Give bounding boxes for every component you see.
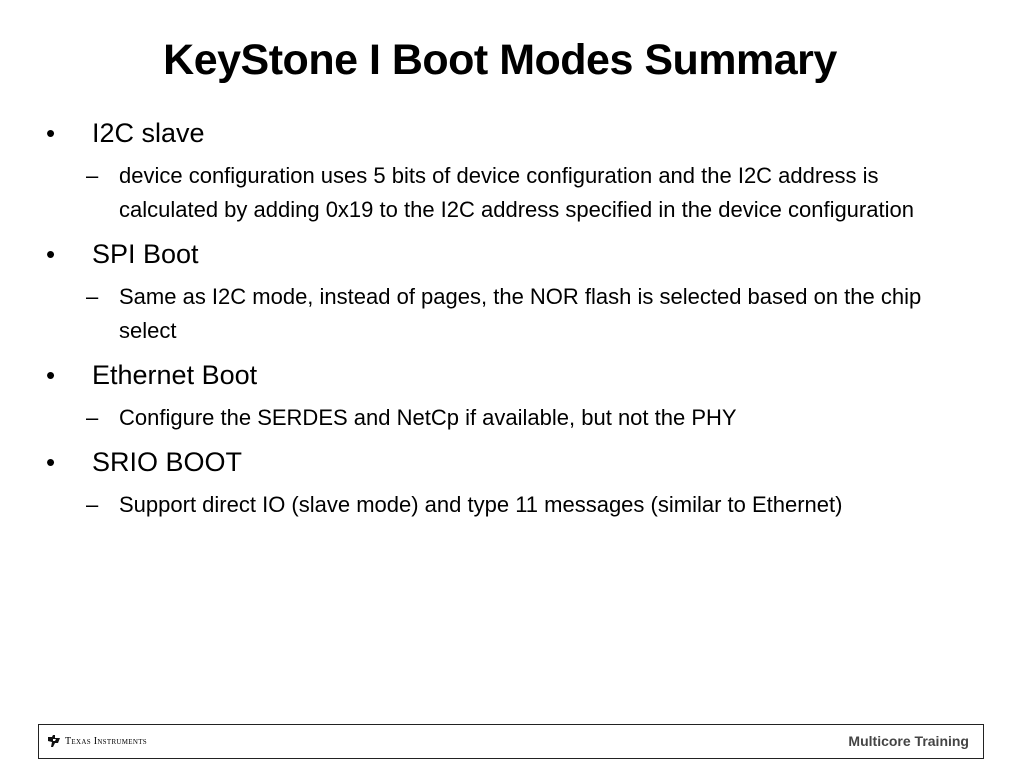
bullet-marker: • [46,447,56,477]
bullet-marker: • [46,118,56,148]
sub-bullet-text: Configure the SERDES and NetCp if available, but not the PHY [119,405,737,430]
footer-course-label: Multicore Training [848,733,969,749]
bullet-text: SRIO BOOT [92,447,243,477]
bullet-item [40,118,990,227]
slide-footer [38,724,984,759]
bullet-marker: • [46,360,56,390]
sub-bullet-marker: – [86,405,99,430]
bullet-list [40,118,990,522]
bullet-item [40,239,990,348]
bullet-item [40,360,990,435]
sub-bullet-text: Same as I2C mode, instead of pages, the NOR flash is selected based on the chip select [119,284,922,343]
slide-title: KeyStone I Boot Modes Summary [163,36,837,84]
bullet-marker: • [46,239,56,269]
sub-bullet-marker: – [86,492,99,517]
sub-bullet-text: device configuration uses 5 bits of device configuration and the I2C address is calculated by adding 0x19 to the I2C address specified in the device configuration [119,163,914,222]
bullet-text: Ethernet Boot [92,360,258,390]
texas-instruments-logo-icon [47,734,61,748]
bullet-text: SPI Boot [92,239,199,269]
sub-bullet-marker: – [86,284,99,309]
bullet-item [40,447,990,522]
texas-instruments-logo [47,734,147,748]
texas-instruments-logo-text: Texas Instruments [65,735,147,747]
bullet-text: I2C slave [92,118,205,148]
sub-bullet-text: Support direct IO (slave mode) and type 11 messages (similar to Ethernet) [119,492,843,517]
sub-bullet-marker: – [86,163,99,188]
